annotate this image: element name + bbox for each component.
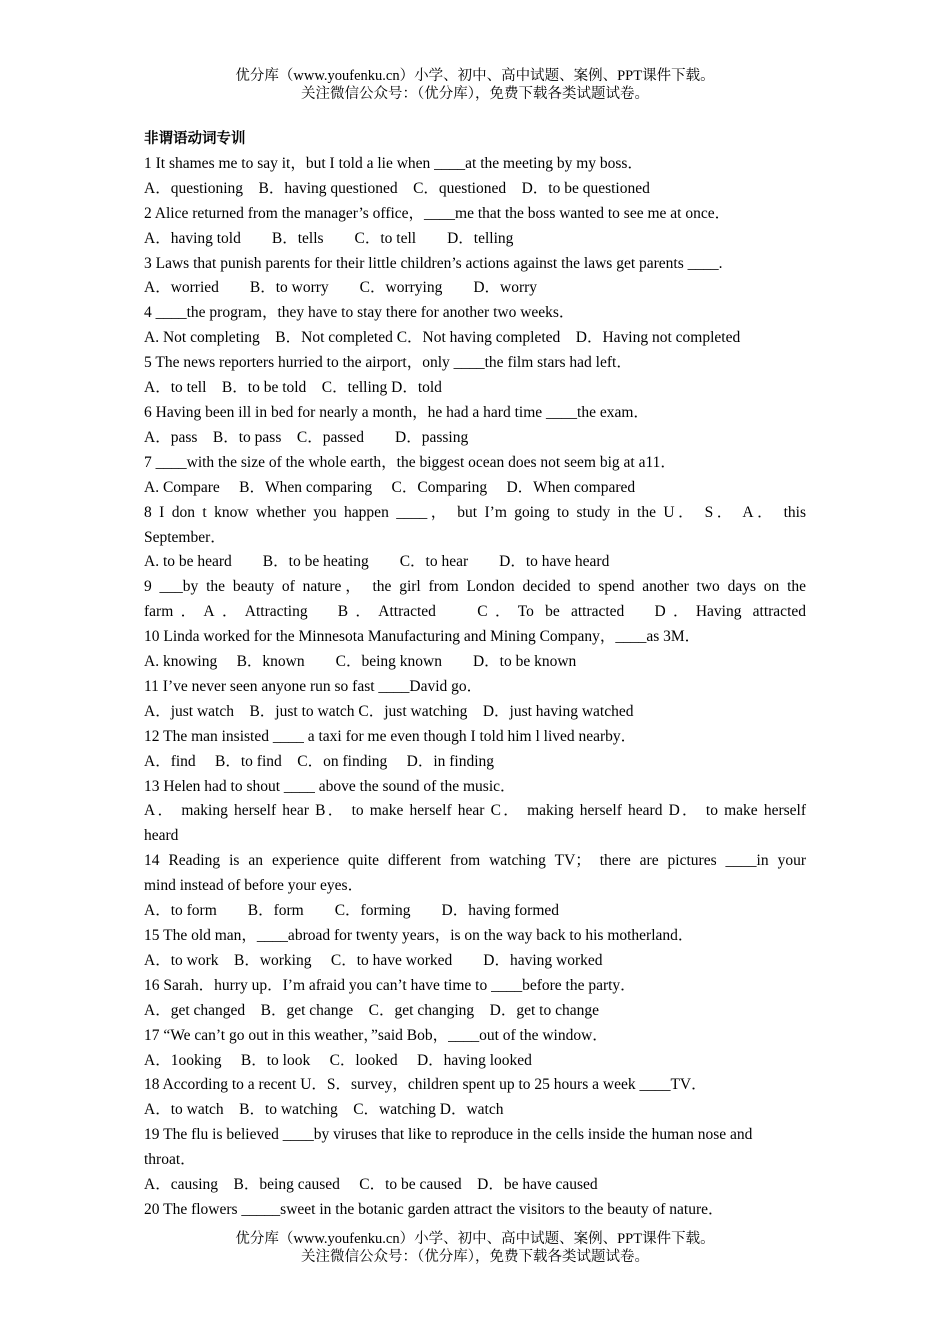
text-line: 19 The flu is believed ____by viruses that like to reproduce in the cells inside the human nose and — [144, 1126, 753, 1144]
text-line: A．questioning B．having questioned C．questioned D．to be questioned — [144, 179, 650, 197]
page-header — [0, 67, 950, 103]
header-line-1: 优分库（www.youfenku.cn）小学、初中、高中试题、案例、PPT课件下载。 — [235, 68, 715, 84]
text-line: A．to work B．working C．to have worked D．having worked — [144, 951, 603, 969]
page-footer — [0, 1230, 950, 1266]
text-line: farm．A．Attracting B．Attracted C．To be attracted D．Having attracted — [144, 603, 806, 621]
text-line: A. knowing B．known C．being known D．to be known — [144, 653, 577, 671]
text-line: A．get changed B．get change C．get changing D．get to change — [144, 1001, 599, 1019]
text-line: 13 Helen had to shout ____ above the sound of the music． — [144, 777, 516, 795]
text-line: 18 According to a recent U．S．survey，children spent up to 25 hours a week ____TV． — [144, 1076, 707, 1094]
document-title: 非谓语动词专训 — [144, 131, 246, 147]
text-line: A．worried B．to worry C．worrying D．worry — [144, 279, 538, 297]
text-line: September． — [144, 528, 226, 546]
text-line: 20 The flowers _____sweet in the botanic garden attract the visitors to the beauty of nature． — [144, 1200, 724, 1218]
text-line: 11 I’ve never seen anyone run so fast ____David go． — [144, 677, 483, 695]
text-line: 8 I don t know whether you happen ____， but I’m going to study in the U． S． A． this — [144, 503, 806, 521]
text-line: 9 ___by the beauty of nature， the girl from London decided to spend another two days on the — [144, 578, 806, 596]
text-line: throat． — [144, 1151, 196, 1169]
text-line: 2 Alice returned from the manager’s office，____me that the boss wanted to see me at once． — [144, 204, 731, 222]
text-line: A．causing B．being caused C．to be caused D．be have caused — [144, 1176, 598, 1194]
document-body — [144, 127, 806, 1223]
text-line: 6 Having been ill in bed for nearly a month，he had a hard time ____the exam． — [144, 403, 649, 421]
text-line: 5 The news reporters hurried to the airport，only ____the film stars had left． — [144, 354, 632, 372]
text-line: A．to form B．form C．forming D．having formed — [144, 902, 560, 920]
text-line: A．having told B．tells C．to tell D．telling — [144, 229, 514, 247]
header-line-2: 关注微信公众号：（优分库），免费下载各类试题试卷。 — [301, 86, 649, 102]
text-line: 10 Linda worked for the Minnesota Manufacturing and Mining Company，____as 3M． — [144, 628, 701, 646]
text-line: A． making herself hear B． to make herself hear C． making herself heard D． to make herself — [144, 802, 806, 820]
text-line: A．just watch B．just to watch C．just watching D．just having watched — [144, 702, 634, 720]
text-line: 14 Reading is an experience quite different from watching TV； there are pictures ____in your — [144, 852, 806, 870]
text-line: A．to tell B．to be told C．telling D．told — [144, 379, 442, 397]
question-list — [144, 152, 806, 1223]
text-line: A．to watch B．to watching C．watching D．watch — [144, 1101, 504, 1119]
text-line: 1 It shames me to say it，but I told a lie when ____at the meeting by my boss． — [144, 154, 643, 172]
text-line: mind instead of before your eyes． — [144, 877, 364, 895]
text-line: A．1ooking B．to look C．looked D．having looked — [144, 1051, 532, 1069]
text-line: 16 Sarah．hurry up．I’m afraid you can’t have time to ____before the party． — [144, 976, 636, 994]
text-line: A. to be heard B．to be heating C．to hear D．to have heard — [144, 553, 610, 571]
text-line: 17 “We can’t go out in this weather，”said Bob，____out of the window． — [144, 1026, 608, 1044]
text-line: A．pass B．to pass C．passed D．passing — [144, 428, 469, 446]
text-line: A. Compare B．When comparing C．Comparing D．When compared — [144, 478, 636, 496]
text-line: 4 ____the program，they have to stay there for another two weeks． — [144, 304, 575, 322]
text-line: 12 The man insisted ____ a taxi for me even though I told him l lived nearby． — [144, 727, 637, 745]
text-line: 3 Laws that punish parents for their little children’s actions against the laws get parents ____. — [144, 254, 723, 272]
text-line: A．find B．to find C．on finding D．in finding — [144, 752, 495, 770]
text-line: 15 The old man，____abroad for twenty years，is on the way back to his motherland． — [144, 927, 694, 944]
text-line: 7 ____with the size of the whole earth，the biggest ocean does not seem big at a11． — [144, 453, 676, 471]
footer-line-1: 优分库（www.youfenku.cn）小学、初中、高中试题、案例、PPT课件下载。 — [235, 1231, 715, 1247]
text-line: A. Not completing B．Not completed C．Not having completed D．Having not completed — [144, 329, 741, 347]
footer-line-2: 关注微信公众号：（优分库），免费下载各类试题试卷。 — [301, 1249, 649, 1265]
text-line: heard — [144, 827, 179, 845]
